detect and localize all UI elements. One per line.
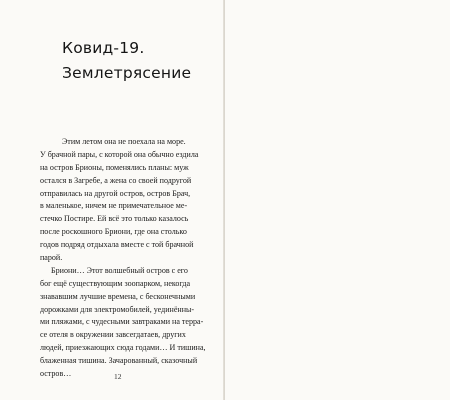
text-line: ми пляжами, с чудесными завтраками на терра- <box>40 317 204 327</box>
chapter-title-line-2: Землетрясение <box>62 64 192 82</box>
text-line: отправилась на другой остров, остров Брач, <box>40 188 191 198</box>
text-line: на остров Брионы, поменялись планы: муж <box>40 162 189 172</box>
text-line: дорожками для электромобилей, уединённы- <box>40 304 195 314</box>
right-page <box>225 0 450 400</box>
text-line: У брачной пары, с которой она обычно ездила <box>40 149 199 159</box>
text-line: знававшим лучшие времена, с бесконечными <box>40 291 196 301</box>
chapter-title <box>62 36 212 86</box>
left-page-body <box>40 136 212 381</box>
text-line: блаженная тишина. Зачарованный, сказочный <box>40 356 198 366</box>
page-number-left: 12 <box>114 372 122 381</box>
text-line: после роскошного Бриони, где она столько <box>40 227 187 237</box>
text-line: се отеля в окружении завсегдатаев, других <box>40 330 186 340</box>
text-line: стечко Постире. Ей всё это только казалось <box>40 214 189 224</box>
text-line: в маленькое, ничем не примечательное ме- <box>40 201 188 211</box>
text-line: остался в Загребе, а жена со своей подругой <box>40 175 192 185</box>
text-line: годов подряд отдыхала вместе с той брачной <box>40 240 194 250</box>
text-line: Бриони… Этот волшебный остров с его <box>51 265 188 275</box>
text-line: парой. <box>40 253 63 263</box>
text-line: людей, приезжающих сюда годами… И тишина, <box>40 343 206 353</box>
chapter-title-line-1: Ковид-19. <box>62 39 145 57</box>
text-line: Этим летом она не поехала на море. <box>62 137 186 146</box>
text-line: бог ещё существующим зоопарком, некогда <box>40 278 191 288</box>
text-line: остров… <box>40 369 72 379</box>
